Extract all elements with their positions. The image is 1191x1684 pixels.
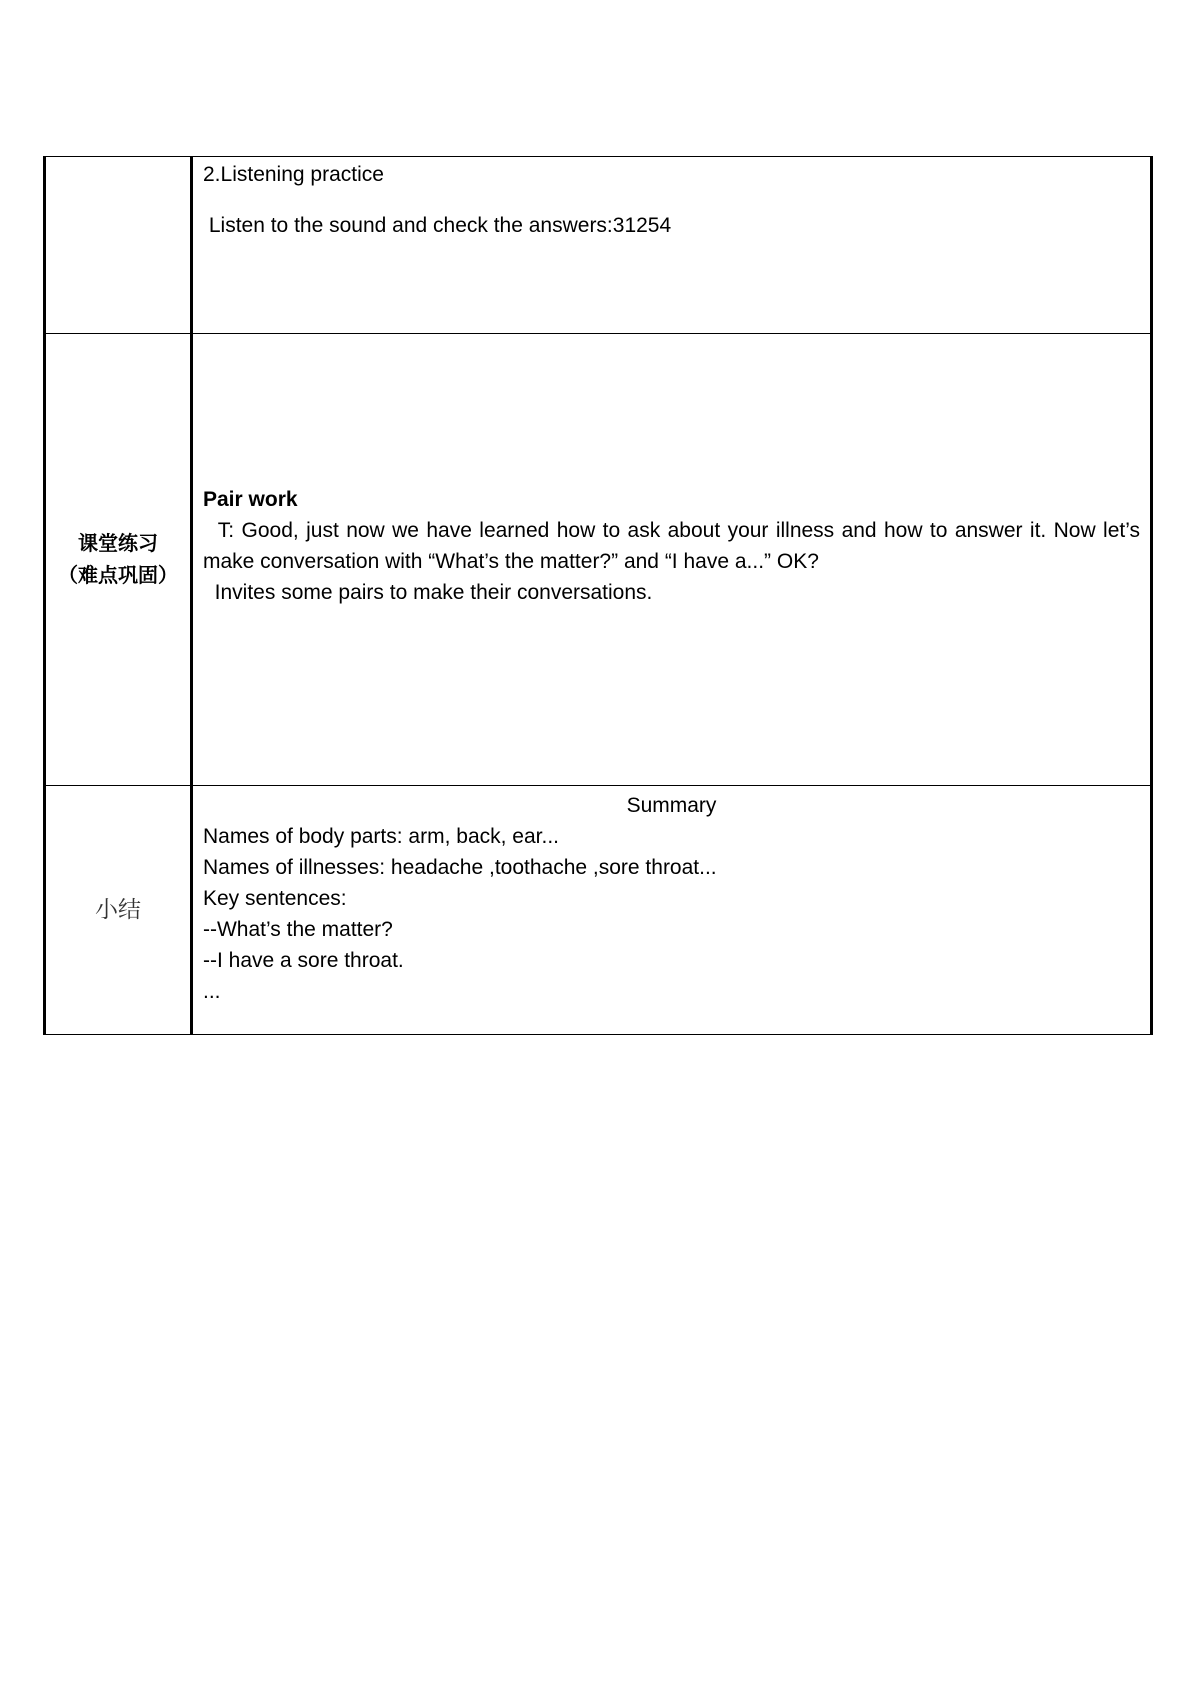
row-label-cell [45,334,192,786]
summary-line: --I have a sore throat. [203,949,404,972]
listening-practice-text: Listen to the sound and check the answers:31254 [203,214,672,237]
row-content-cell [192,334,1152,786]
row-content-cell [192,157,1152,334]
classroom-practice-label: 课堂练习 [78,532,158,555]
table-row [45,334,1152,786]
summary-line: ... [203,980,221,1003]
consolidation-label: （难点巩固） [58,564,178,587]
pair-work-heading: Pair work [203,488,298,511]
summary-line: Key sentences: [203,887,347,910]
row-content-cell [192,786,1152,1035]
lesson-plan-table [43,156,1153,1035]
table-row [45,157,1152,334]
row-label-cell [45,786,192,1035]
pair-work-instruction: Invites some pairs to make their conversations. [203,581,653,604]
summary-line: --What’s the matter? [203,918,393,941]
row-label-cell [45,157,192,334]
pair-work-paragraph: T: Good, just now we have learned how to ask about your illness and how to answer it. Now let’s make conversation with “What’s the matter?” and “I have a...” OK? [203,519,1146,573]
summary-label: 小结 [95,896,141,923]
summary-title: Summary [626,794,717,817]
summary-line: Names of illnesses: headache ,toothache ,sore throat... [203,856,717,879]
summary-line: Names of body parts: arm, back, ear... [203,825,559,848]
table-row [45,786,1152,1035]
listening-practice-heading: 2.Listening practice [203,163,384,186]
